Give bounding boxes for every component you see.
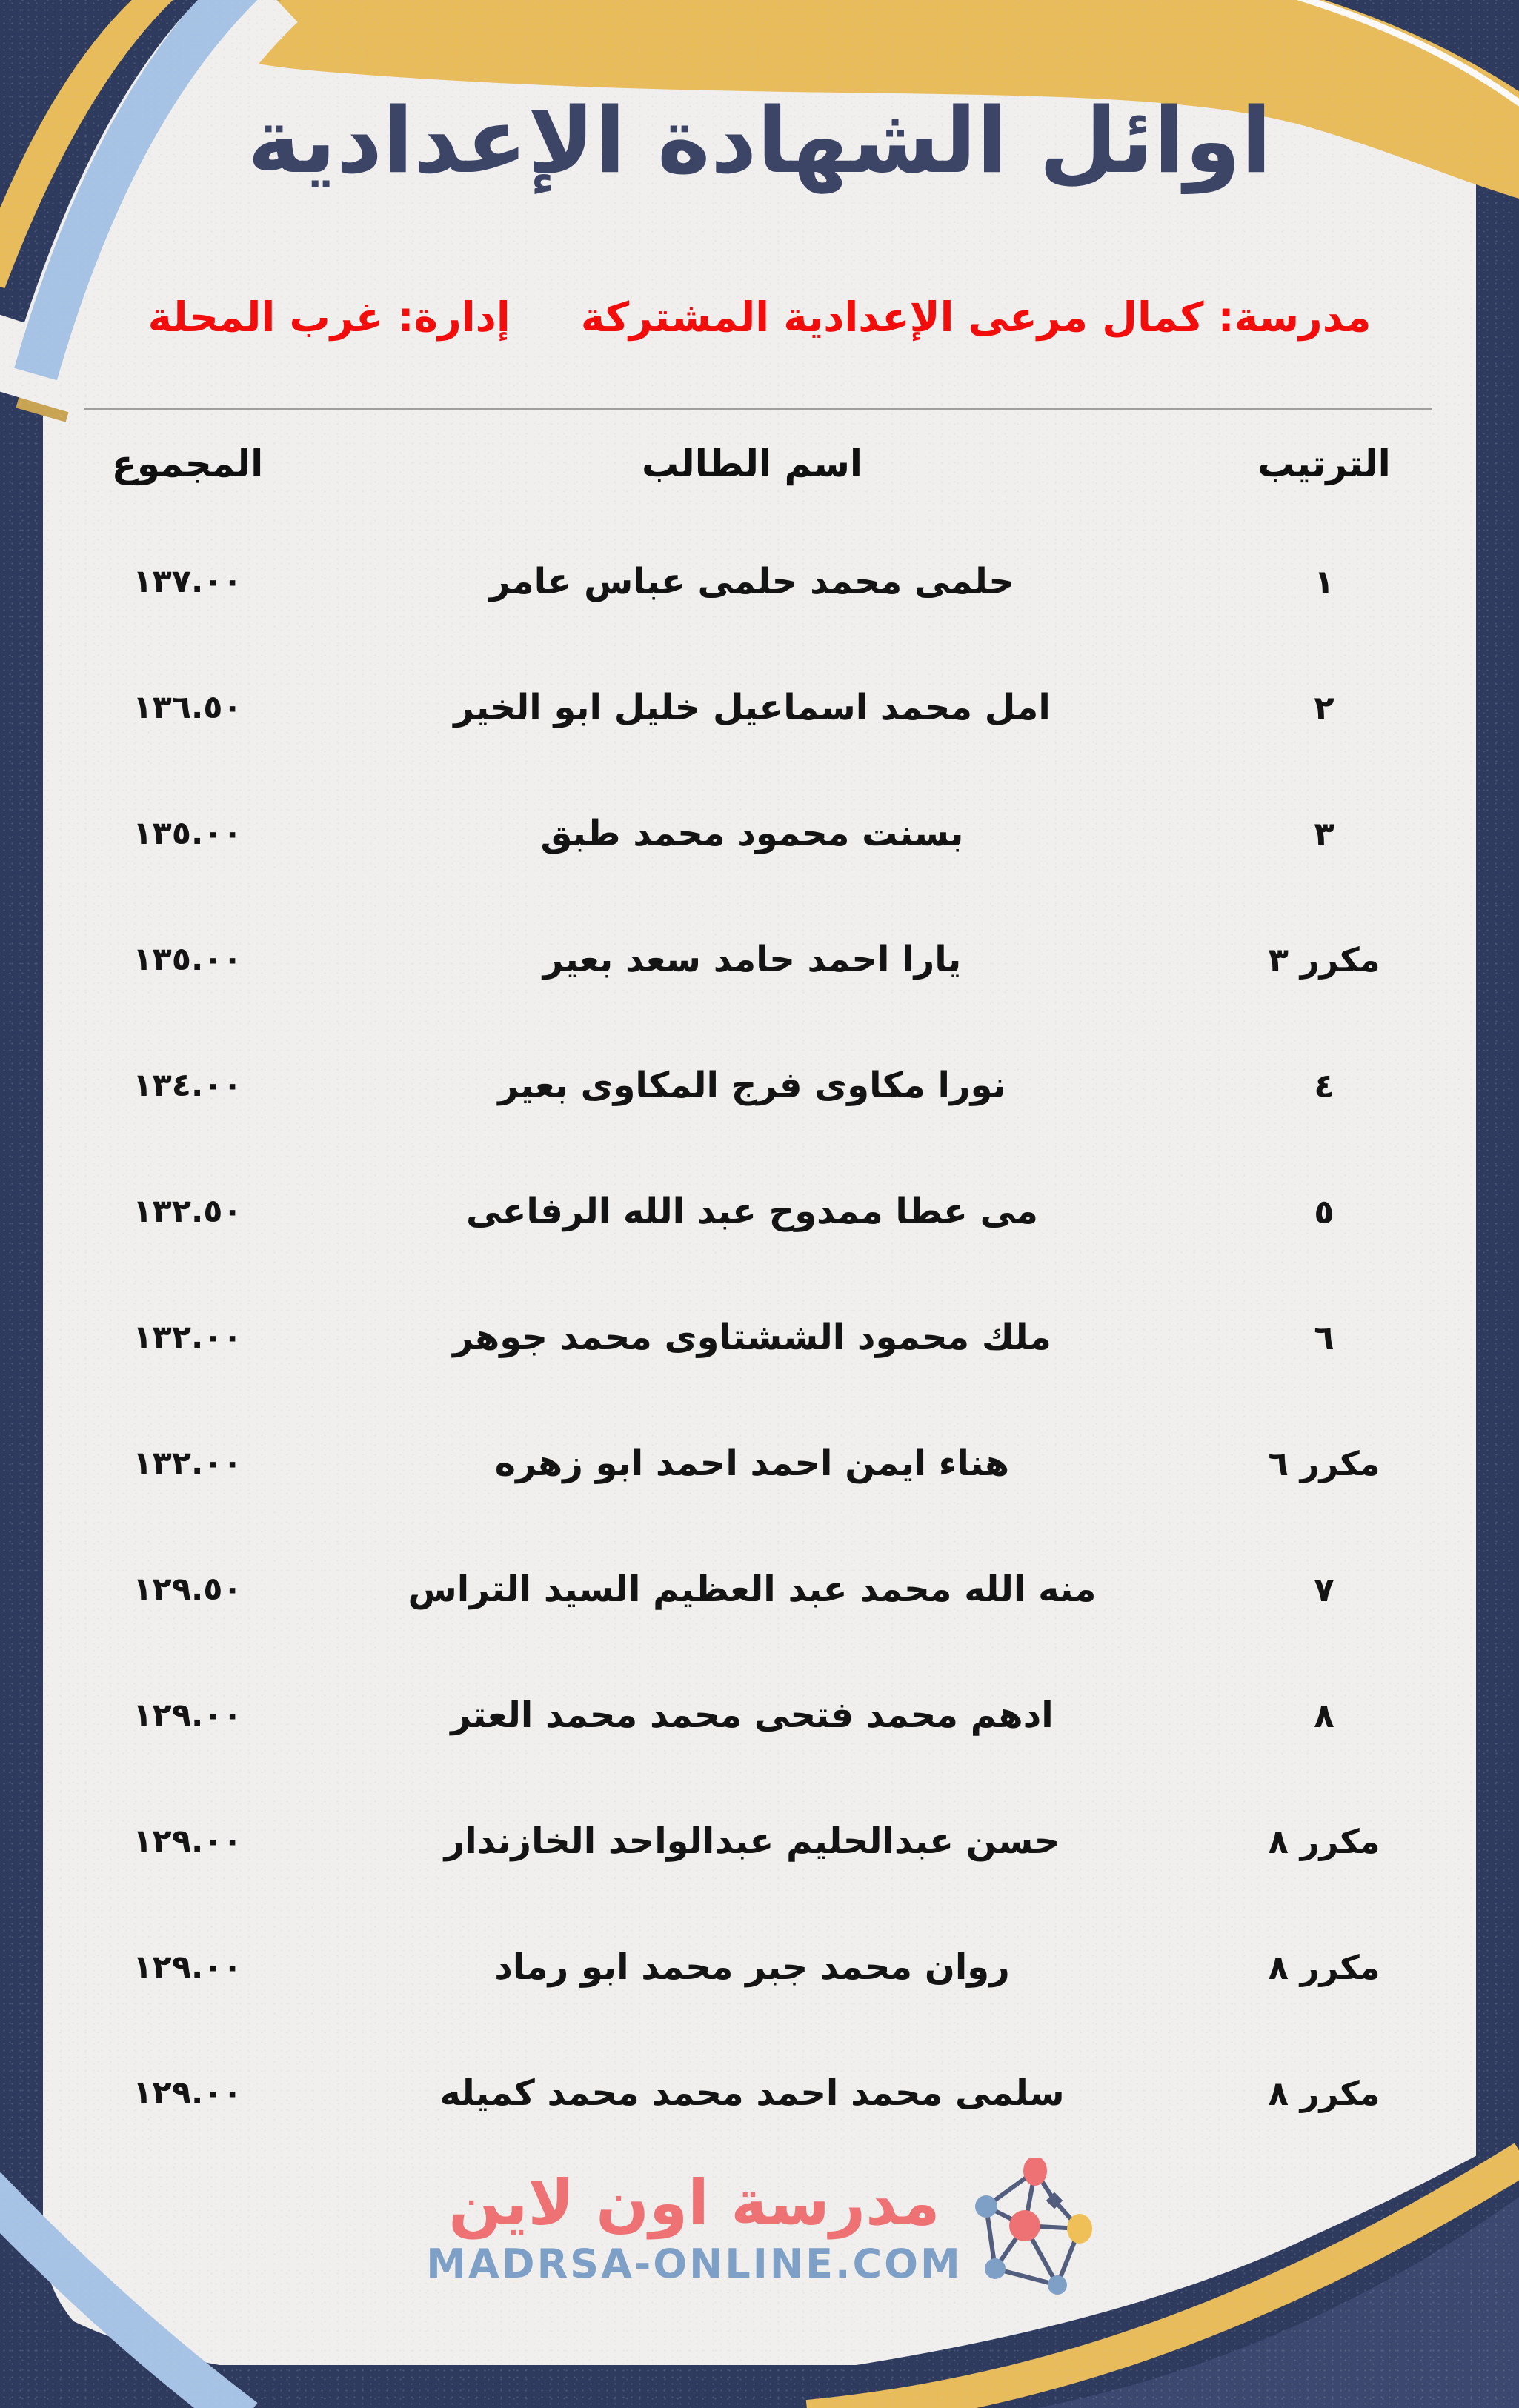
student-name-cell: ادهم محمد فتحى محمد محمد العتر xyxy=(451,1694,1054,1736)
table-row xyxy=(43,1526,1476,1652)
school-info-line xyxy=(0,293,1519,341)
student-name-cell: امل محمد اسماعيل خليل ابو الخير xyxy=(453,687,1051,728)
rank-cell: ٦ xyxy=(1314,1317,1334,1357)
school-label: مدرسة: كمال مرعى الإعدادية المشتركة xyxy=(580,293,1372,341)
table-row xyxy=(43,519,1476,645)
rank-cell: مكرر ٨ xyxy=(1268,1947,1380,1987)
total-cell: ١٣٧.٠٠ xyxy=(133,563,242,600)
table-row xyxy=(43,1904,1476,2030)
molecule-network-icon xyxy=(974,2158,1093,2298)
student-name-cell: نورا مكاوى فرج المكاوى بعير xyxy=(498,1065,1006,1106)
rank-cell: ٧ xyxy=(1314,1569,1334,1609)
admin-label: إدارة: غرب المحلة xyxy=(147,293,511,341)
header-divider xyxy=(84,408,1432,410)
brand-name-arabic: مدرسة اون لاين xyxy=(448,2166,940,2240)
total-header: المجموع xyxy=(111,442,264,485)
name-header: اسم الطالب xyxy=(641,442,863,485)
rank-cell: ٣ xyxy=(1314,814,1334,854)
table-row xyxy=(43,1022,1476,1148)
student-name-cell: حسن عبدالحليم عبدالواحد الخازندار xyxy=(444,1820,1060,1862)
total-cell: ١٣٢.٠٠ xyxy=(133,1445,242,1482)
rank-cell: مكرر ٦ xyxy=(1268,1443,1380,1483)
student-name-cell: منه الله محمد عبد العظيم السيد التراس xyxy=(408,1569,1097,1610)
student-name-cell: هناء ايمن احمد احمد ابو زهره xyxy=(494,1443,1010,1484)
brand-footer xyxy=(0,2158,1519,2298)
student-name-cell: حلمى محمد حلمى عباس عامر xyxy=(490,561,1014,602)
student-name-cell: روان محمد جبر محمد ابو رماد xyxy=(494,1946,1010,1988)
rank-cell: ٤ xyxy=(1314,1065,1334,1105)
total-cell: ١٣٥.٠٠ xyxy=(133,815,242,852)
student-name-cell: ملك محمود الششتاوى محمد جوهر xyxy=(453,1317,1051,1358)
table-row xyxy=(43,645,1476,771)
student-name-cell: بسنت محمود محمد طبق xyxy=(540,813,964,854)
rank-header: الترتيب xyxy=(1257,442,1391,485)
total-cell: ١٣٥.٠٠ xyxy=(133,941,242,978)
total-cell: ١٢٩.٠٠ xyxy=(133,2075,242,2112)
table-row xyxy=(43,1274,1476,1400)
total-cell: ١٣٤.٠٠ xyxy=(133,1067,242,1104)
rank-cell: مكرر ٨ xyxy=(1268,2073,1380,2113)
table-row xyxy=(43,2030,1476,2156)
table-row xyxy=(43,897,1476,1022)
total-cell: ١٣٦.٥٠ xyxy=(133,689,242,726)
total-cell: ١٢٩.٠٠ xyxy=(133,1949,242,1986)
table-header-row xyxy=(43,428,1476,499)
student-name-cell: يارا احمد حامد سعد بعير xyxy=(542,939,962,980)
brand-domain: MADRSA-ONLINE.COM xyxy=(426,2240,963,2287)
rank-cell: مكرر ٨ xyxy=(1268,1821,1380,1861)
student-name-cell: سلمى محمد احمد محمد محمد كميله xyxy=(439,2072,1065,2114)
table-body xyxy=(43,519,1476,2156)
total-cell: ١٣٢.٠٠ xyxy=(133,1319,242,1356)
table-row xyxy=(43,1652,1476,1778)
page-title: اوائل الشهادة الإعدادية xyxy=(247,88,1272,193)
table-row xyxy=(43,771,1476,897)
total-cell: ١٢٩.٠٠ xyxy=(133,1823,242,1860)
brand-text xyxy=(426,2166,963,2287)
total-cell: ١٢٩.٥٠ xyxy=(133,1571,242,1608)
student-name-cell: مى عطا ممدوح عبد الله الرفاعى xyxy=(466,1191,1038,1232)
table-row xyxy=(43,1778,1476,1904)
rank-cell: ٨ xyxy=(1314,1695,1334,1735)
rank-cell: ١ xyxy=(1314,562,1334,602)
table-row xyxy=(43,1400,1476,1526)
rank-cell: مكرر ٣ xyxy=(1268,939,1380,980)
rank-cell: ٥ xyxy=(1314,1191,1334,1231)
total-cell: ١٢٩.٠٠ xyxy=(133,1697,242,1734)
rank-cell: ٢ xyxy=(1314,688,1334,728)
table-row xyxy=(43,1148,1476,1274)
total-cell: ١٣٢.٥٠ xyxy=(133,1193,242,1230)
